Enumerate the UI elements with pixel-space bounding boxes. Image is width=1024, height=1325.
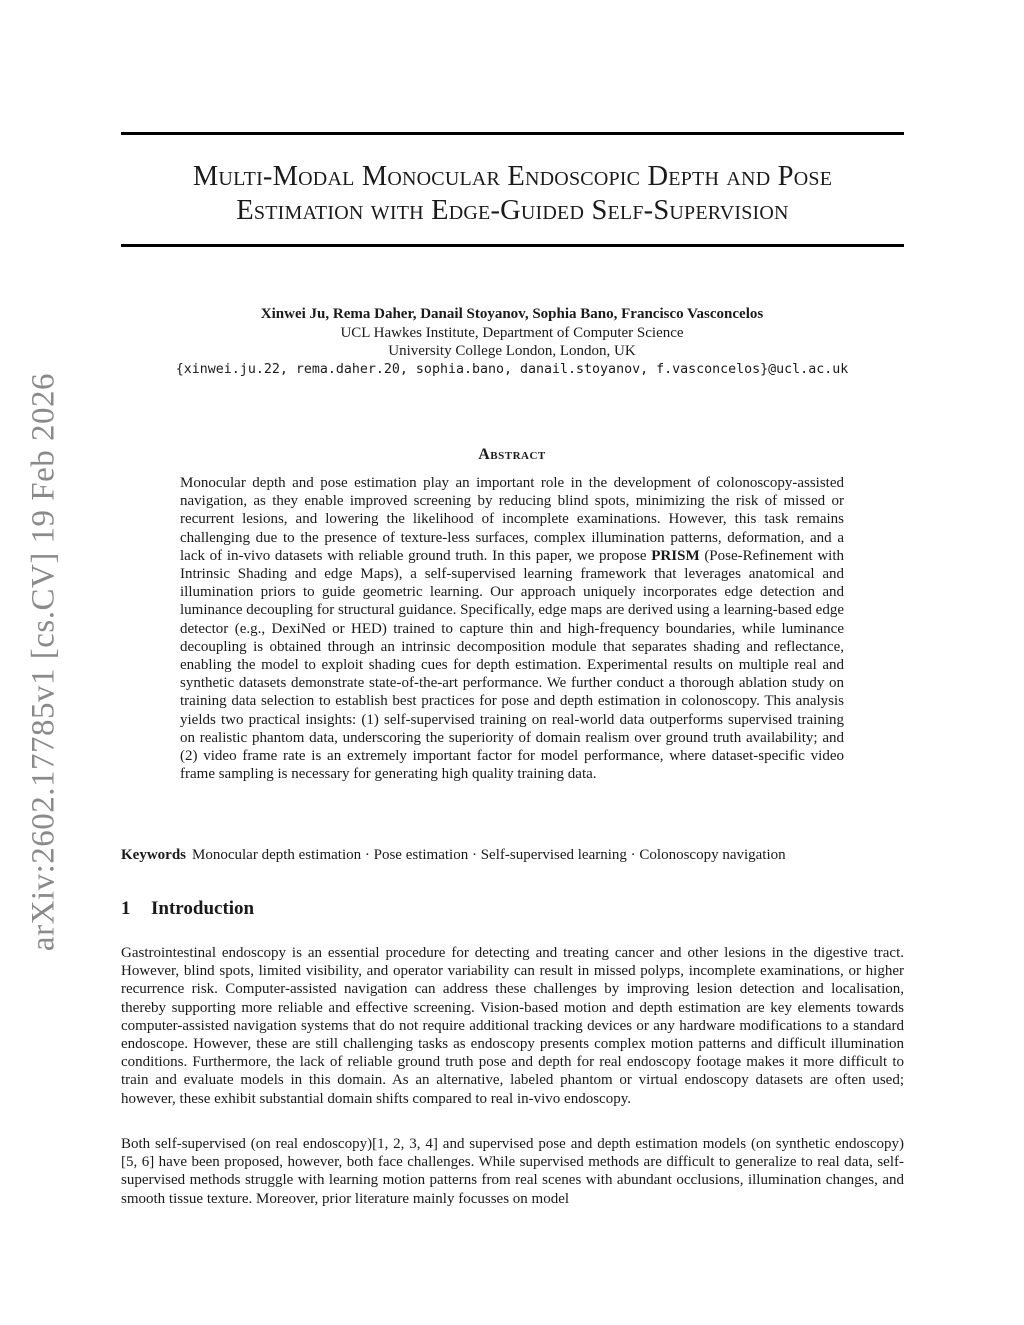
abstract-text-after: (Pose-Refinement with Intrinsic Shading and edge Maps), a self-supervised learning framework that leverages anatomical and illumination priors to guide geometric learning. Our approach uniquely incorporates edge detection and luminance decoupling for structural guidance. Specifically, edge maps are derived using a learning-based edge detector (e.g., DexiNed or HED) trained to capture thin and high-frequency boundaries, while luminance decoupling is obtained through an intrinsic decomposition module that separates shading and reflectance, enabling the model to exploit shading cues for depth estimation. Experimental results on multiple real and synthetic datasets demonstrate state-of-the-art performance. We further conduct a thorough ablation study on training data selection to establish best practices for pose and depth estimation in colonoscopy. This analysis yields two practical insights: (1) self-supervised training on real-world data outperforms supervised training on realistic phantom data, underscoring the superiority of domain realism over ground truth availability; and (2) video frame rate is an extremely important factor for model performance, where dataset-specific video frame sampling is necessary for generating high quality training data.: [180, 547, 844, 783]
abstract-body: [180, 474, 844, 783]
paper-title: [121, 160, 904, 228]
title-rule-bottom: [121, 244, 904, 247]
author-block: [100, 305, 924, 379]
title-line-2: Estimation with Edge-Guided Self-Supervision: [236, 195, 789, 226]
author-emails: {xinwei.ju.22, rema.daher.20, sophia.bano, danail.stoyanov, f.vasconcelos}@ucl.ac.uk: [175, 361, 849, 377]
affiliation-2: University College London, London, UK: [388, 343, 636, 359]
keywords-text: Monocular depth estimation · Pose estimation · Self-supervised learning · Colonoscopy navigation: [192, 847, 786, 863]
abstract-text-before: Monocular depth and pose estimation play an important role in the development of colonoscopy-assisted navigation, as they enable improved screening by reducing blind spots, minimizing the risk of missed or recurrent lesions, and lowering the likelihood of incomplete examinations. However, this task remains challenging due to the presence of texture-less surfaces, complex illumination patterns, deformation, and a lack of in-vivo datasets with reliable ground truth. In this paper, we propose: [180, 475, 844, 564]
section-number: 1: [121, 898, 131, 919]
section-heading: [121, 898, 254, 920]
abstract-method-name: PRISM: [651, 547, 700, 564]
title-rule-top: [121, 132, 904, 135]
arxiv-stamp: arXiv:2602.17785v1 [cs.CV] 19 Feb 2026: [25, 372, 62, 952]
intro-paragraph-2: Both self-supervised (on real endoscopy)[1, 2, 3, 4] and supervised pose and depth estimation models (on synthetic endoscopy) [5, 6] have been proposed, however, both face challenges. While supervised methods are difficult to generalize to real data, self-supervised methods struggle with learning motion patterns from real scenes with abundant occlusions, illumination changes, and smooth tissue texture. Moreover, prior literature mainly focusses on model: [121, 1136, 904, 1207]
title-line-1: Multi-Modal Monocular Endoscopic Depth and Pose: [192, 161, 833, 192]
section-title: Introduction: [151, 898, 255, 919]
keywords: [121, 846, 904, 864]
author-names: Xinwei Ju, Rema Daher, Danail Stoyanov, Sophia Bano, Francisco Vasconcelos: [260, 306, 764, 322]
intro-paragraph-1: Gastrointestinal endoscopy is an essential procedure for detecting and treating cancer and other lesions in the digestive tract. However, blind spots, limited visibility, and operator variability can result in missed polyps, incomplete examinations, or higher recurrence risk. Computer-assisted navigation can address these challenges by improving lesion detection and localisation, thereby supporting more reliable and effective screening. Vision-based motion and depth estimation are key elements towards computer-assisted navigation systems that do not require additional tracking devices or any hardware modifications to a standard endoscope. However, these are still challenging tasks as endoscopy presents complex motion patterns and difficult illumination conditions. Furthermore, the lack of reliable ground truth pose and depth for real endoscopy footage makes it more difficult to train and evaluate models in this domain. As an alternative, labeled phantom or virtual endoscopy datasets are often used; however, these exhibit substantial domain shifts compared to real in-vivo endoscopy.: [121, 945, 904, 1107]
keywords-label: Keywords: [121, 847, 186, 863]
affiliation-1: UCL Hawkes Institute, Department of Computer Science: [340, 324, 684, 341]
abstract-heading: Abstract: [478, 446, 546, 463]
